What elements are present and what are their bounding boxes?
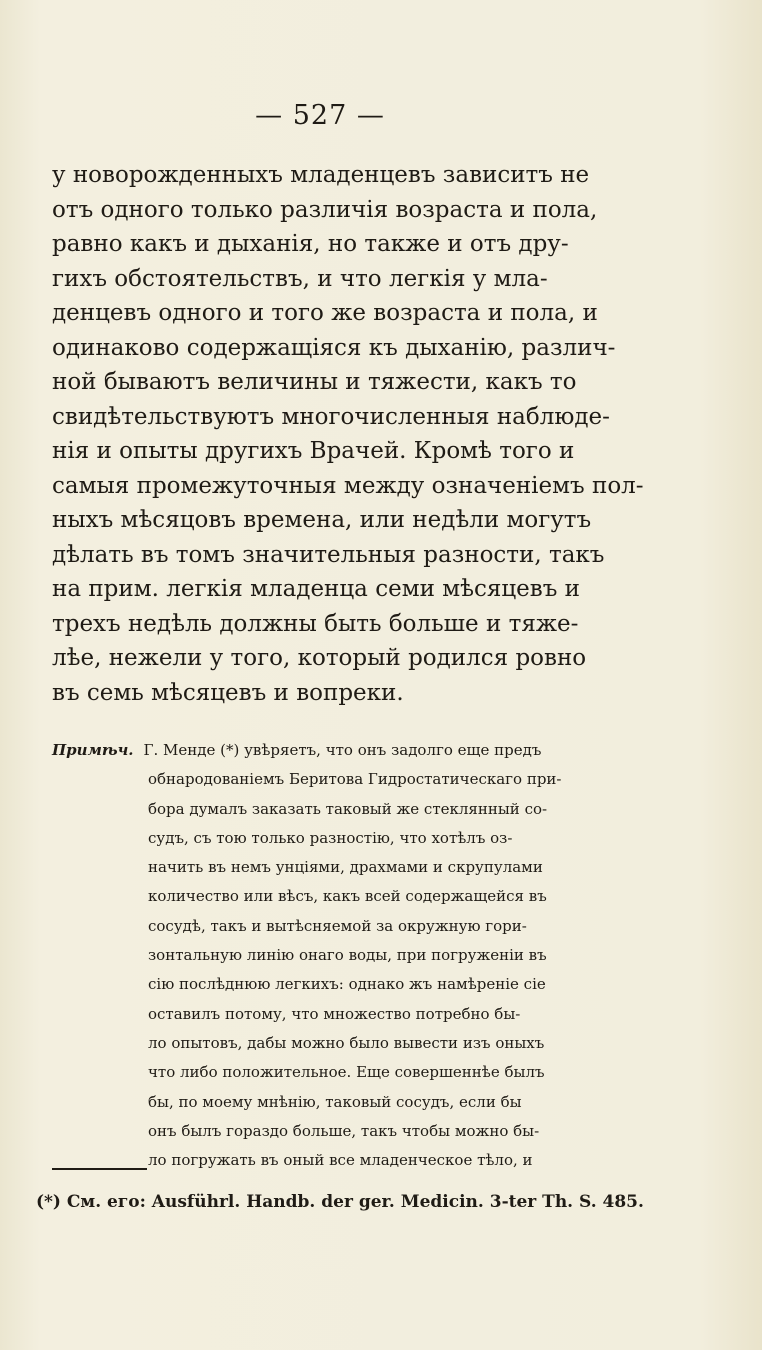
note-line: количество или вѣсъ, какъ всей содержащейся въ: [148, 887, 547, 906]
text-line: гихъ обстоятельствъ, и что легкія у мла-: [52, 265, 548, 292]
text-line: нія и опыты другихъ Врачей. Кромѣ того и: [52, 438, 575, 464]
text-line: на прим. легкія младенца семи мѣсяцевъ и: [52, 576, 581, 602]
text-line: въ семь мѣсяцевъ и вопреки.: [52, 679, 404, 706]
note-line: что либо положительное. Еще совершеннѣе былъ: [148, 1063, 545, 1082]
note-label: Примѣч.: [52, 741, 134, 759]
note-block: [52, 736, 630, 1175]
note-line: ло погружать въ оный все младенческое тѣло, и: [148, 1151, 533, 1170]
note-line-text: Г. Менде (*) увѣряетъ, что онъ задолго еще предъ: [143, 741, 542, 759]
text-line: равно какъ и дыханія, но также и отъ дру-: [52, 231, 569, 257]
text-line: лѣе, нежели у того, который родился ровно: [52, 645, 587, 671]
text-line: денцевъ одного и того же возраста и пола, и: [52, 300, 598, 326]
note-line: оставилъ потому, что множество потребно бы-: [148, 1004, 521, 1023]
text-line: самыя промежуточныя между означеніемъ пол-: [52, 472, 644, 499]
note-line: [52, 736, 630, 765]
note-line: бора думалъ заказать таковый же стеклянный со-: [148, 799, 548, 818]
note-line: ло опытовъ, дабы можно было вывести изъ оныхъ: [148, 1033, 545, 1052]
note-line: бы, по моему мнѣнію, таковый сосудъ, если бы: [148, 1092, 522, 1111]
text-line: ной бываютъ величины и тяжести, какъ то: [52, 369, 577, 395]
footnote-divider: [52, 1168, 147, 1170]
footnote: (*) См. его: Ausführl. Handb. der ger. Medicin. 3-ter Th. S. 485.: [36, 1192, 644, 1212]
text-line: свидѣтельствуютъ многочисленныя наблюде-: [52, 403, 610, 430]
note-line: сосудѣ, такъ и вытѣсняемой за окружную гори-: [148, 916, 527, 935]
note-line: начить въ немъ унціями, драхмами и скрупулами: [148, 858, 543, 877]
note-line: судъ, съ тою только разностію, что хотѣлъ оз-: [148, 828, 513, 847]
text-line: дѣлать въ томъ значительныя разности, такъ: [52, 541, 605, 568]
main-text-block: [52, 158, 644, 710]
note-line: обнародованіемъ Беритова Гидростатическаго при-: [148, 770, 562, 789]
text-line: трехъ недѣль должны быть больше и тяже-: [52, 610, 579, 637]
page-number: — 527 —: [255, 100, 385, 131]
text-line: отъ одного только различія возраста и пола,: [52, 196, 598, 223]
note-line: зонтальную линію онаго воды, при погруженіи въ: [148, 946, 547, 965]
note-line: сію послѣднюю легкихъ: однако жъ намѣреніе сіе: [148, 975, 546, 994]
note-line: онъ былъ гораздо больше, такъ чтобы можно бы-: [148, 1121, 540, 1140]
text-line: одинаково содержащіяся къ дыханію, различ-: [52, 334, 616, 361]
text-line: у новорожденныхъ младенцевъ зависитъ не: [52, 162, 590, 188]
text-line: ныхъ мѣсяцовъ времена, или недѣли могутъ: [52, 507, 592, 533]
